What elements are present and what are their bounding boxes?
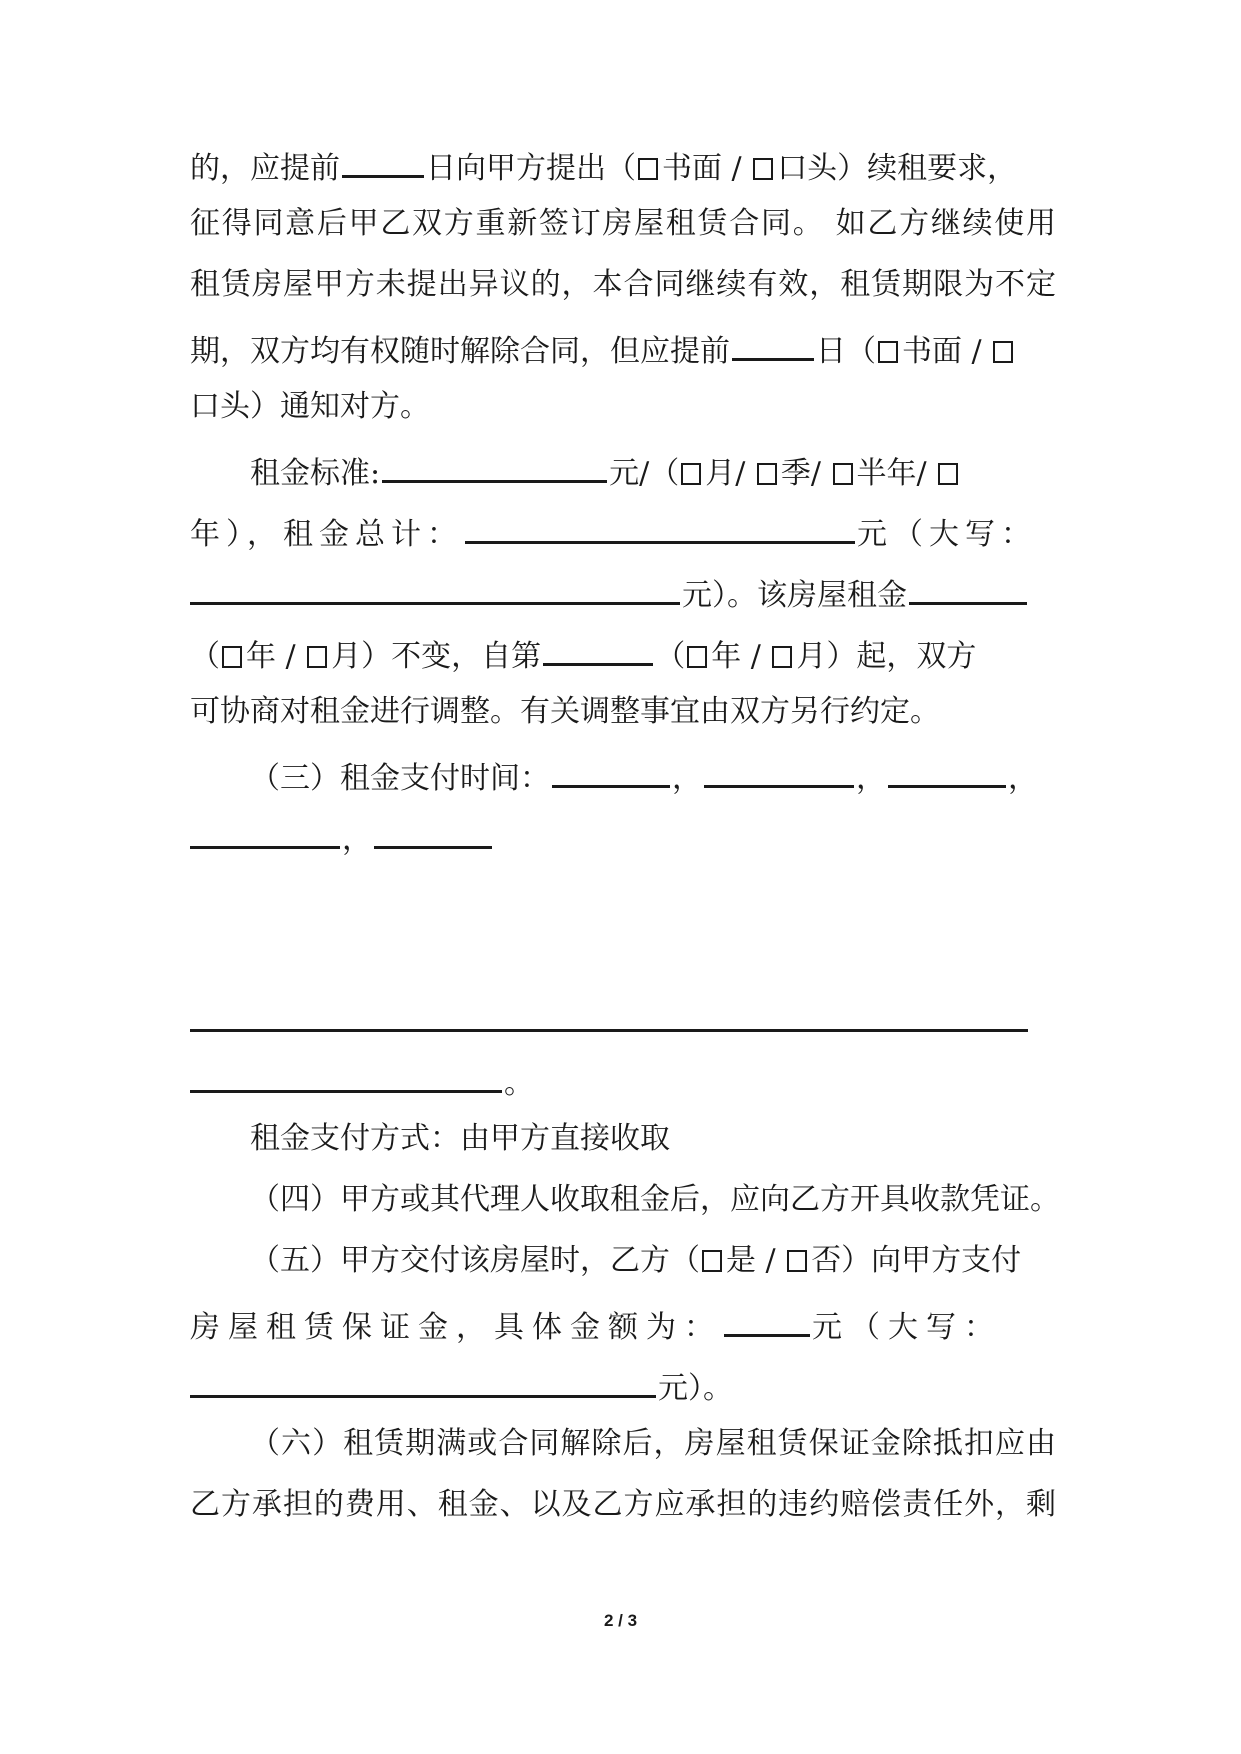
text-line	[190, 997, 1056, 1043]
fill-in-blank[interactable]	[888, 753, 1006, 788]
fill-in-blank[interactable]	[732, 326, 814, 361]
text-line: （四）甲方或其代理人收取租金后，应向乙方开具收款凭证。	[250, 1182, 1060, 1217]
text-line: ，	[190, 814, 1056, 860]
checkbox[interactable]	[833, 463, 853, 485]
text-line: 征得同意后甲乙双方重新签订房屋租赁合同。 如乙方继续使用	[190, 206, 1056, 241]
fill-in-blank[interactable]	[543, 631, 653, 666]
text-line: 元）。该房屋租金	[190, 570, 1056, 616]
fill-in-blank[interactable]	[342, 143, 424, 178]
fill-in-blank[interactable]	[704, 753, 854, 788]
text-line: 口头）通知对方。	[190, 389, 430, 424]
text-line: （三）租金支付时间： ， ， ，	[250, 753, 1056, 799]
checkbox[interactable]	[687, 646, 707, 668]
fill-in-blank[interactable]	[190, 570, 680, 605]
checkbox[interactable]	[993, 341, 1013, 363]
text-line: 元）。	[190, 1363, 1056, 1409]
fill-in-blank[interactable]	[552, 753, 670, 788]
text-line: 的，应提前 日向甲方提出（ 书面 / 口头）续租要求，	[190, 143, 1056, 189]
text-line: 租金支付方式：由甲方直接收取	[250, 1121, 670, 1156]
checkbox[interactable]	[757, 463, 777, 485]
fill-in-blank[interactable]	[190, 1363, 656, 1398]
fill-in-blank[interactable]	[465, 509, 855, 544]
fill-in-blank[interactable]	[382, 448, 607, 483]
checkbox[interactable]	[878, 341, 898, 363]
text-line: 期，双方均有权随时解除合同，但应提前 日（ 书面 /	[190, 326, 1056, 372]
checkbox[interactable]	[638, 158, 658, 180]
text-line: （ 年 / 月）不变，自第 （ 年 / 月）起，双方	[190, 631, 1056, 677]
text-line: （五）甲方交付该房屋时，乙方（ 是 / 否）向甲方支付	[250, 1243, 1022, 1278]
fill-in-blank[interactable]	[190, 997, 1028, 1032]
checkbox[interactable]	[772, 646, 792, 668]
text-line: 。	[190, 1058, 1056, 1104]
checkbox[interactable]	[787, 1250, 807, 1272]
text-line: 年），租金总计： 元（大写：	[190, 509, 1056, 555]
fill-in-blank[interactable]	[190, 1058, 502, 1093]
checkbox[interactable]	[753, 158, 773, 180]
checkbox[interactable]	[702, 1250, 722, 1272]
checkbox[interactable]	[681, 463, 701, 485]
text-line: （六）租赁期满或合同解除后，房屋租赁保证金除抵扣应由	[250, 1426, 1056, 1461]
fill-in-blank[interactable]	[374, 814, 492, 849]
text-line: 房屋租赁保证金，具体金额为： 元（大写：	[190, 1302, 1056, 1348]
text-line: 可协商对租金进行调整。有关调整事宜由双方另行约定。	[190, 694, 940, 729]
fill-in-blank[interactable]	[909, 570, 1027, 605]
checkbox[interactable]	[222, 646, 242, 668]
fill-in-blank[interactable]	[724, 1302, 810, 1337]
text-line: 乙方承担的费用、租金、以及乙方应承担的违约赔偿责任外，剩	[190, 1487, 1056, 1522]
checkbox[interactable]	[307, 646, 327, 668]
text-line: 租赁房屋甲方未提出异议的，本合同继续有效，租赁期限为不定	[190, 267, 1056, 302]
text-line: 租金标准: 元/（ 月/ 季/ 半年/	[250, 448, 1056, 494]
checkbox[interactable]	[938, 463, 958, 485]
fill-in-blank[interactable]	[190, 814, 340, 849]
page-number: 2 / 3	[603, 1611, 638, 1630]
